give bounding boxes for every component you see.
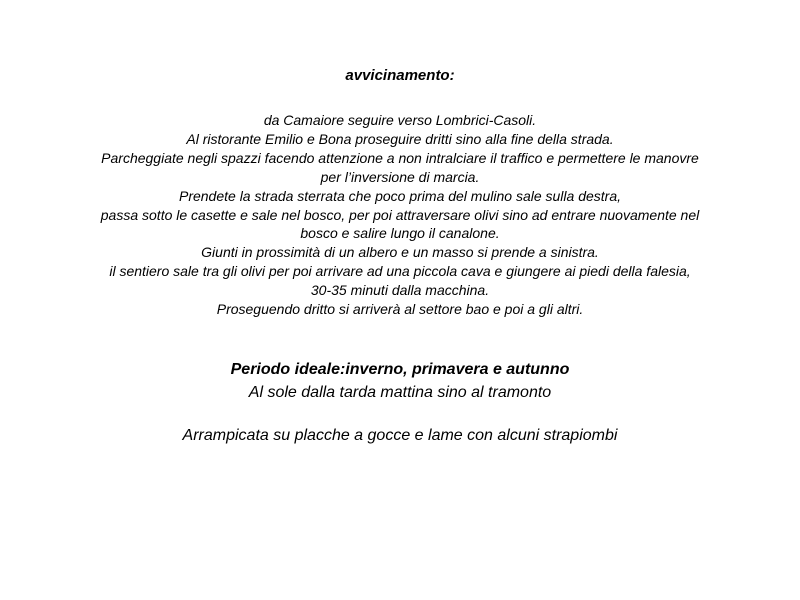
- direction-line: Parcheggiate negli spazzi facendo attenzione a non intralciare il traffico e permettere le manovre: [101, 149, 699, 166]
- climbing-style-text: Arrampicata su placche a gocce e lame con alcuni strapiombi: [182, 427, 618, 444]
- direction-line: 30-35 minuti dalla macchina.: [310, 282, 490, 299]
- ideal-season-title: Periodo ideale:inverno, primavera e autunno: [230, 361, 570, 378]
- approach-heading: avvicinamento:: [345, 67, 455, 84]
- sun-exposure-text: Al sole dalla tarda mattina sino al tramonto: [248, 384, 552, 401]
- direction-line: da Camaiore seguire verso Lombrici-Casoli.: [263, 112, 537, 128]
- direction-line: il sentiero sale tra gli olivi per poi arrivare ad una piccola cava e giungere ai piedi della falesia,: [109, 263, 691, 280]
- direction-line: passa sotto le casette e sale nel bosco, per poi attraversare olivi sino ad entrare nuovamente nel: [100, 206, 700, 223]
- approach-directions: [0, 111, 800, 319]
- direction-line: Prendete la strada sterrata che poco prima del mulino sale sulla destra,: [178, 187, 621, 204]
- direction-line: bosco e salire lungo il canalone.: [300, 225, 500, 242]
- direction-line: Proseguendo dritto si arriverà al settore bao e poi a gli altri.: [216, 301, 584, 318]
- direction-line: per l’inversione di marcia.: [320, 168, 480, 185]
- direction-line: Giunti in prossimità di un albero e un masso si prende a sinistra.: [201, 244, 599, 261]
- direction-line: Al ristorante Emilio e Bona proseguire dritti sino alla fine della strada.: [186, 130, 614, 147]
